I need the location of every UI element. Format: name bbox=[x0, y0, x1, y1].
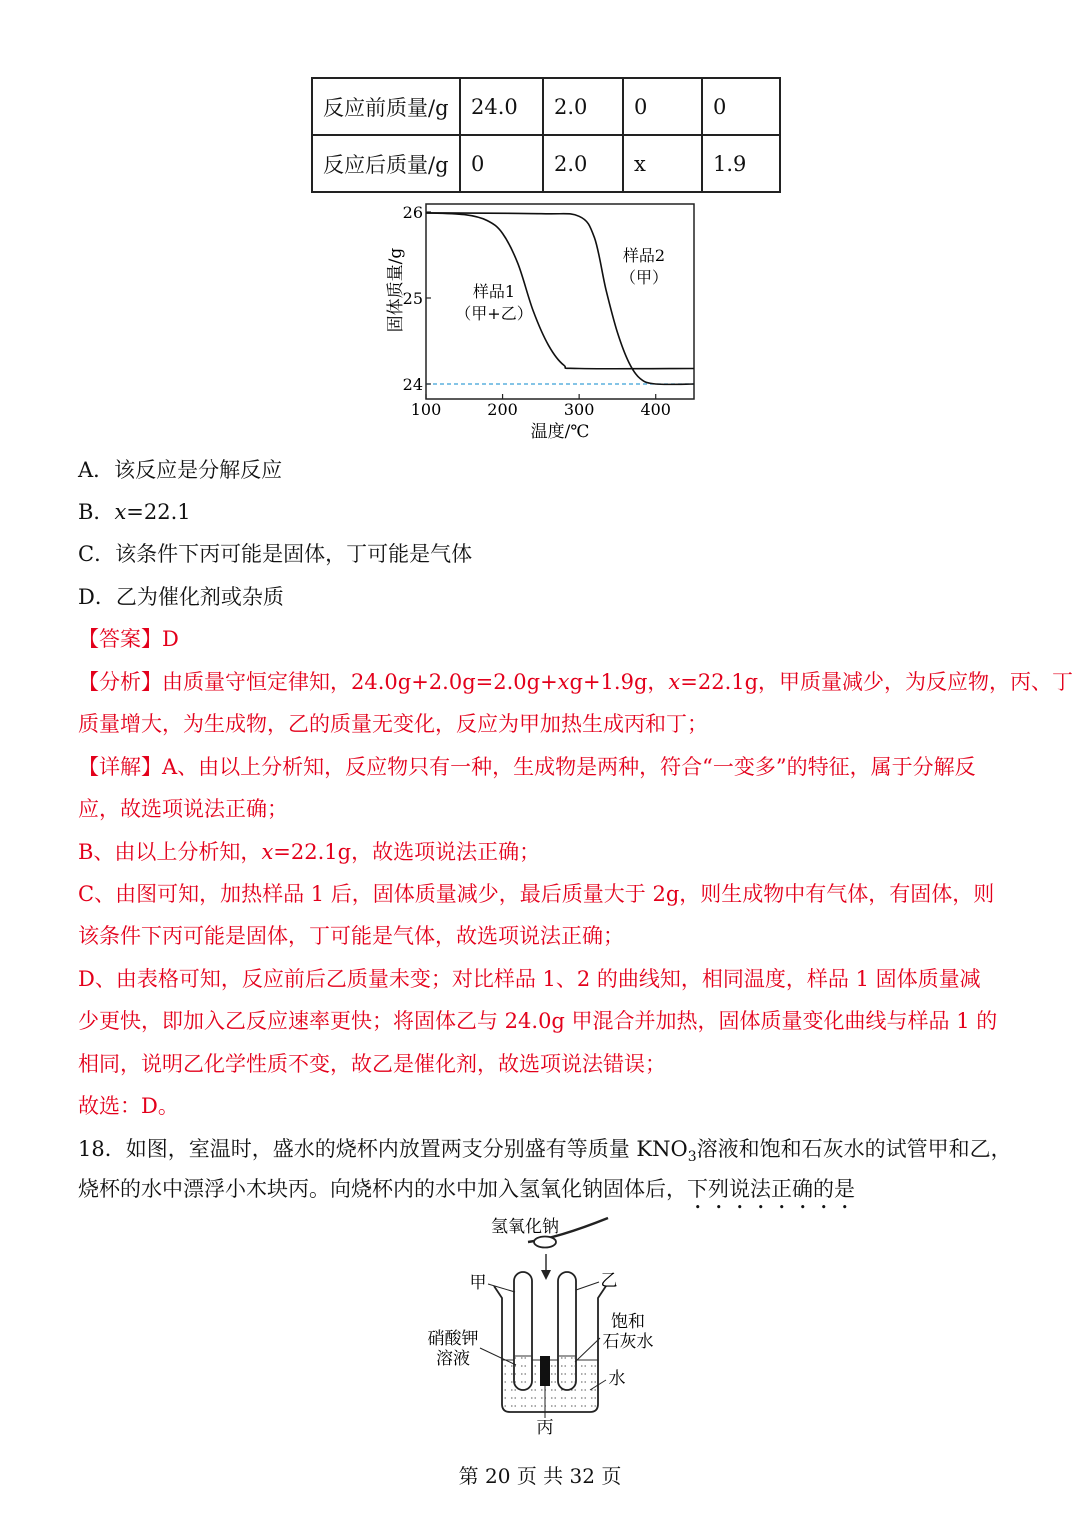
drop-arrow-head bbox=[541, 1270, 551, 1280]
table-cell: 0 bbox=[702, 78, 780, 135]
analysis-variable: x bbox=[557, 670, 570, 694]
question-emphasis-text: 下列说法正确的是 bbox=[687, 1177, 855, 1201]
detail-line-1: 【详解】A、由以上分析知，反应物只有一种，生成物是两种，符合“一变多”的特征，属于分解反 bbox=[78, 755, 976, 779]
x-axis-label: 温度/℃ bbox=[530, 422, 590, 442]
naoh-label: 氢氧化钠 bbox=[491, 1217, 559, 1237]
lime-label-1: 饱和 bbox=[611, 1312, 645, 1332]
analysis-variable: x bbox=[668, 670, 681, 694]
detail-line-2: 应，故选项说法正确； bbox=[78, 797, 288, 821]
table-cell: 2.0 bbox=[543, 78, 623, 135]
lime-label-2: 石灰水 bbox=[602, 1332, 654, 1352]
table-cell: x bbox=[623, 135, 702, 192]
answer-line: 【答案】D bbox=[78, 627, 179, 651]
series-label-sample2: 样品2 bbox=[622, 246, 666, 265]
table-cell: 0 bbox=[623, 78, 702, 135]
tube-jia-label: 甲 bbox=[469, 1273, 487, 1293]
wood-block bbox=[540, 1356, 550, 1386]
table-cell: 0 bbox=[460, 135, 543, 192]
option-d-prefix: D． bbox=[78, 585, 116, 609]
y-tick-label: 24 bbox=[402, 375, 423, 394]
tube-yi-leader bbox=[576, 1282, 599, 1290]
option-a-prefix: A． bbox=[78, 458, 115, 482]
detail-variable: x bbox=[261, 840, 274, 864]
question-text: 溶液和饱和石灰水的试管甲和乙， bbox=[696, 1137, 1012, 1161]
detail-text: =22.1g，故选项说法正确； bbox=[273, 840, 541, 864]
kno3-leader bbox=[480, 1348, 516, 1365]
question-text: 烧杯的水中漂浮小木块丙。向烧杯内的水中加入氢氧化钠固体后， bbox=[78, 1177, 687, 1201]
option-c-prefix: C． bbox=[78, 542, 116, 566]
table-cell: 24.0 bbox=[460, 78, 543, 135]
analysis-line-1 bbox=[78, 661, 1073, 703]
table-row bbox=[312, 78, 780, 135]
y-tick-label: 26 bbox=[402, 203, 423, 222]
lime-leader bbox=[575, 1338, 600, 1362]
question-18-line-2 bbox=[78, 1168, 855, 1214]
tube-yi-label: 乙 bbox=[600, 1271, 618, 1291]
block-label: 丙 bbox=[536, 1418, 554, 1438]
detail-line-6: D、由表格可知，反应前后乙质量未变；对比样品 1、2 的曲线知，相同温度，样品 1 固体质量减 bbox=[78, 967, 981, 991]
spoon-bowl bbox=[534, 1237, 556, 1248]
series-line-sample1 bbox=[426, 213, 694, 369]
kno3-label-1: 硝酸钾 bbox=[427, 1329, 479, 1349]
option-b-variable: x bbox=[114, 500, 127, 524]
table-cell: 1.9 bbox=[702, 135, 780, 192]
detail-text: B、由以上分析知， bbox=[78, 840, 262, 864]
option-b-prefix: B． bbox=[78, 500, 115, 524]
table-row bbox=[312, 135, 780, 192]
analysis-text: g+1.9g， bbox=[569, 670, 669, 694]
apparatus-diagram bbox=[410, 1210, 690, 1440]
table-cell: 反应前质量/g bbox=[312, 78, 460, 135]
detail-line-9: 故选：D。 bbox=[78, 1094, 179, 1118]
table-cell: 反应后质量/g bbox=[312, 135, 460, 192]
y-tick-label: 25 bbox=[402, 289, 423, 308]
mass-temperature-chart bbox=[370, 195, 710, 445]
tube-jia-liquid bbox=[515, 1356, 531, 1389]
detail-line-5: 该条件下丙可能是固体，丁可能是气体，故选项说法正确； bbox=[78, 924, 624, 948]
x-tick-label: 300 bbox=[563, 400, 595, 419]
series-sublabel-sample1: （甲+乙） bbox=[455, 304, 533, 323]
detail-line-4: C、由图可知，加热样品 1 后，固体质量减少，最后质量大于 2g，则生成物中有气体，有固体，则 bbox=[78, 882, 995, 906]
series-line-sample2 bbox=[426, 213, 694, 385]
x-tick-label: 200 bbox=[487, 400, 518, 419]
tube-yi-liquid bbox=[559, 1356, 575, 1389]
option-b-text: =22.1 bbox=[126, 500, 191, 524]
option-c-text: 该条件下丙可能是固体，丁可能是气体 bbox=[115, 542, 473, 566]
option-d-text: 乙为催化剂或杂质 bbox=[115, 585, 284, 609]
page-footer: 第 20 页 共 32 页 bbox=[458, 1464, 622, 1488]
kno3-label-2: 溶液 bbox=[436, 1349, 470, 1369]
detail-line-7: 少更快，即加入乙反应速率更快；将固体乙与 24.0g 甲混合并加热，固体质量变化曲线与样品 1 的 bbox=[78, 1009, 998, 1033]
question-text: 18．如图，室温时，盛水的烧杯内放置两支分别盛有等质量 KNO bbox=[78, 1137, 688, 1161]
x-tick-label: 400 bbox=[640, 400, 671, 419]
option-c bbox=[78, 533, 472, 575]
x-tick-label: 100 bbox=[410, 400, 442, 419]
detail-line-8: 相同，说明乙化学性质不变，故乙是催化剂，故选项说法错误； bbox=[78, 1052, 666, 1076]
tube-jia-leader bbox=[488, 1284, 515, 1292]
series-label-sample1: 样品1 bbox=[472, 282, 516, 301]
mass-table bbox=[311, 77, 781, 193]
analysis-text: 【分析】由质量守恒定律知，24.0g+2.0g=2.0g+ bbox=[78, 670, 558, 694]
question-subscript: 3 bbox=[687, 1149, 697, 1166]
table-cell: 2.0 bbox=[543, 135, 623, 192]
water-label: 水 bbox=[608, 1369, 626, 1389]
series-sublabel-sample2: （甲） bbox=[619, 268, 669, 287]
option-a-text: 该反应是分解反应 bbox=[114, 458, 283, 482]
option-b bbox=[78, 491, 191, 533]
y-axis-label: 固体质量/g bbox=[386, 247, 406, 333]
analysis-line-2: 质量增大，为生成物，乙的质量无变化，反应为甲加热生成丙和丁； bbox=[78, 712, 708, 736]
detail-line-3 bbox=[78, 831, 540, 873]
option-d bbox=[78, 576, 284, 618]
option-a bbox=[78, 449, 282, 491]
analysis-text: =22.1g，甲质量减少，为反应物，丙、丁 bbox=[680, 670, 1074, 694]
plot-frame bbox=[426, 204, 694, 399]
